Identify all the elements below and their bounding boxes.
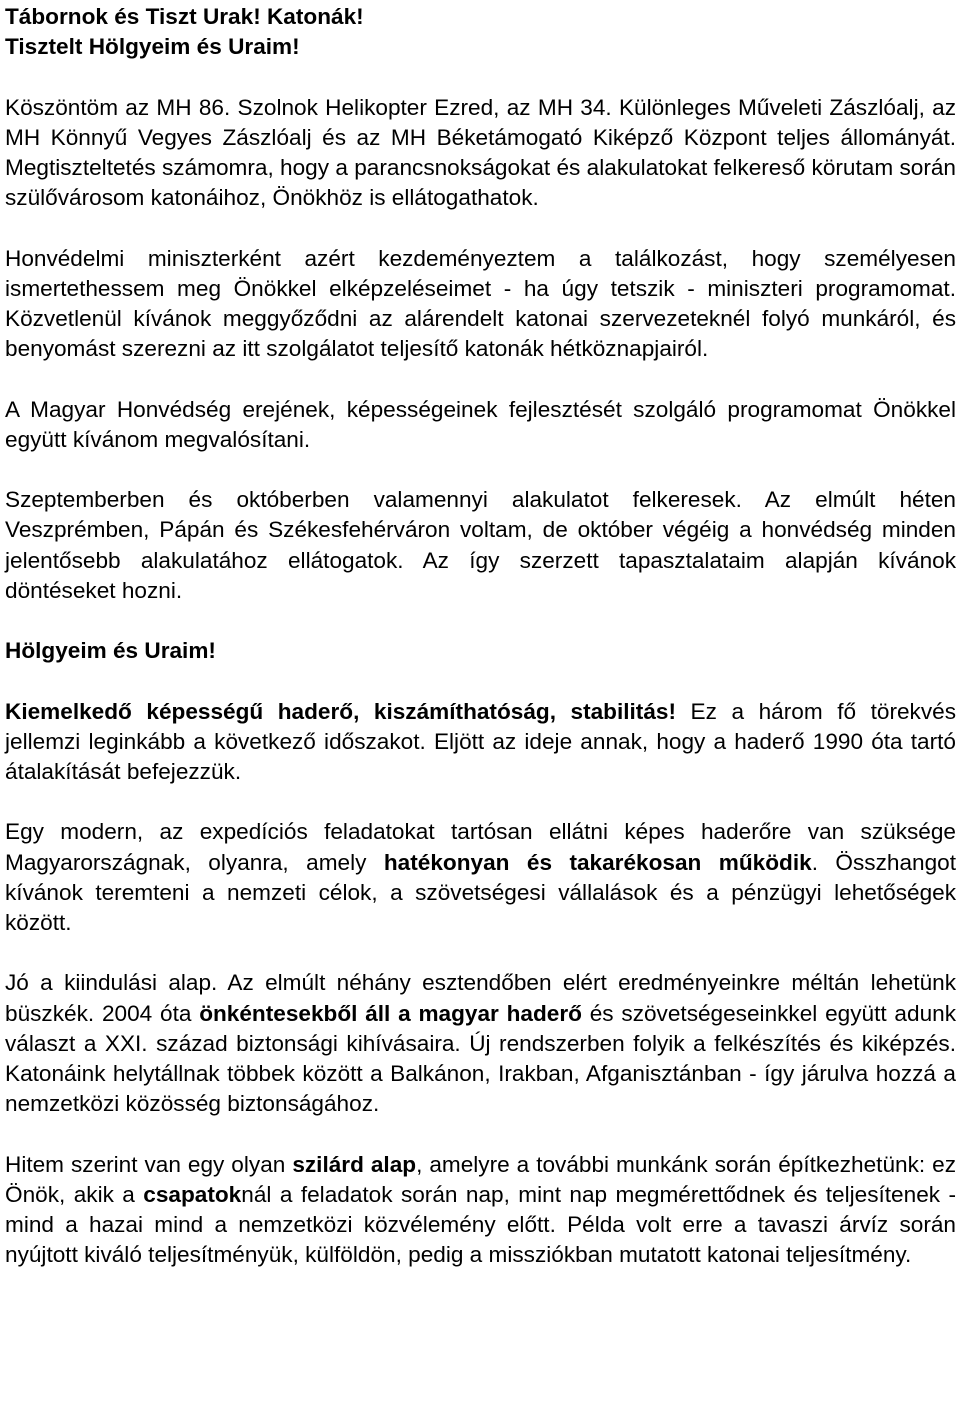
greeting-line-1: Tábornok és Tiszt Urak! Katonák! bbox=[5, 4, 364, 29]
emphasis-efficient: hatékonyan és takarékosan működik bbox=[383, 849, 812, 875]
greeting-line-2: Tisztelt Hölgyeim és Uraim! bbox=[5, 34, 300, 60]
paragraph-foundation-text-b: és szövetségeseinkkel együtt adunk választ a XXI. század biztonsági kihívásaira. Új rendszerben folyik a felkészítés és kiképzés. Katonáink helytállnak többek között a Balkánon, Irakban, Afganisztánban - így járulva hozzá a nemzetközi közösség biztonságához. bbox=[5, 1000, 956, 1117]
paragraph-modern-force-text-a: Egy modern, az expedíciós feladatokat tartósan ellátni képes haderőre van szüksége Magyarországnak, olyanra, amely bbox=[5, 819, 956, 875]
section-heading: Hölgyeim és Uraim! bbox=[5, 638, 216, 664]
paragraph-foundation-text-a: Jó a kiindulási alap. Az elmúlt néhány esztendőben elért eredményeinkre méltán lehetünk büszkék. 2004 óta bbox=[5, 970, 956, 1026]
greeting bbox=[5, 2, 956, 62]
paragraph-welcome: Köszöntöm az MH 86. Szolnok Helikopter Ezred, az MH 34. Különleges Műveleti Zászlóalj, az MH Könnyű Vegyes Zászlóalj és az MH Béketámogató Kiképző Központ teljes állományát. Megtiszteltetés számomra, hogy a parancsnokságokat és alakulatokat felkereső körutam során szülővárosom katonáihoz, Önökhöz is ellátogathatok. bbox=[5, 94, 956, 211]
emphasis-troops: csapatok bbox=[143, 1181, 242, 1207]
paragraph-solid-base bbox=[5, 1150, 956, 1271]
emphasis-goals: Kiemelkedő képességű haderő, kiszámíthatóság, stabilitás! bbox=[5, 698, 676, 724]
paragraph-main-goals-text: Ez a három fő törekvés jellemzi leginkább a következő időszakot. Eljött az ideje annak, hogy a haderő 1990 óta tartó átalakítását befejezzük. bbox=[5, 698, 956, 784]
paragraph-solid-base-text-c: nál a feladatok során nap, mint nap megmérettődnek és teljesítenek - mind a hazai mind a nemzetközi közvélemény előtt. Példa volt erre a tavaszi árvíz során nyújtott kiváló teljesítményük, külföldön, pedig a missziókban mutatott katonai teljesítmény. bbox=[5, 1181, 956, 1268]
emphasis-solid-base: szilárd alap bbox=[292, 1151, 417, 1177]
emphasis-volunteers: önkéntesekből áll a magyar haderő bbox=[199, 1000, 582, 1026]
paragraph-main-goals bbox=[5, 697, 956, 788]
paragraph-minister-program: Honvédelmi miniszterként azért kezdeményeztem a találkozást, hogy személyesen ismertethessem meg Önökkel elképzeléseimet - ha úgy tetszik - miniszteri programomat. Közvetlenül kívánok meggyőződni az alárendelt katonai szervezeteknél folyó munkáról, és benyomást szerezni az itt szolgálatot teljesítő katonák hétköznapjairól. bbox=[5, 245, 956, 362]
paragraph-capabilities: A Magyar Honvédség erejének, képességeinek fejlesztését szolgáló programomat Önökkel együtt kívánom megvalósítani. bbox=[5, 396, 956, 452]
paragraph-modern-force bbox=[5, 817, 956, 938]
paragraph-solid-base-text-a: Hitem szerint van egy olyan bbox=[5, 1151, 293, 1177]
paragraph-foundation bbox=[5, 968, 956, 1119]
paragraph-unit-visits: Szeptemberben és októberben valamennyi alakulatot felkeresek. Az elmúlt héten Veszprémben, Pápán és Székesfehérváron voltam, de október végéig a honvédség minden jelentősebb alakulatához ellátogatok. Az így szerzett tapasztalataim alapján kívánok döntéseket hozni. bbox=[5, 487, 956, 603]
paragraph-modern-force-text-b: . Összhangot kívánok teremteni a nemzeti célok, a szövetségesi vállalások és a pénzügyi lehetőségek között. bbox=[5, 849, 957, 935]
paragraph-solid-base-text-b: , amelyre a további munkánk során építkezhetünk: ez Önök, akik a bbox=[5, 1151, 956, 1207]
